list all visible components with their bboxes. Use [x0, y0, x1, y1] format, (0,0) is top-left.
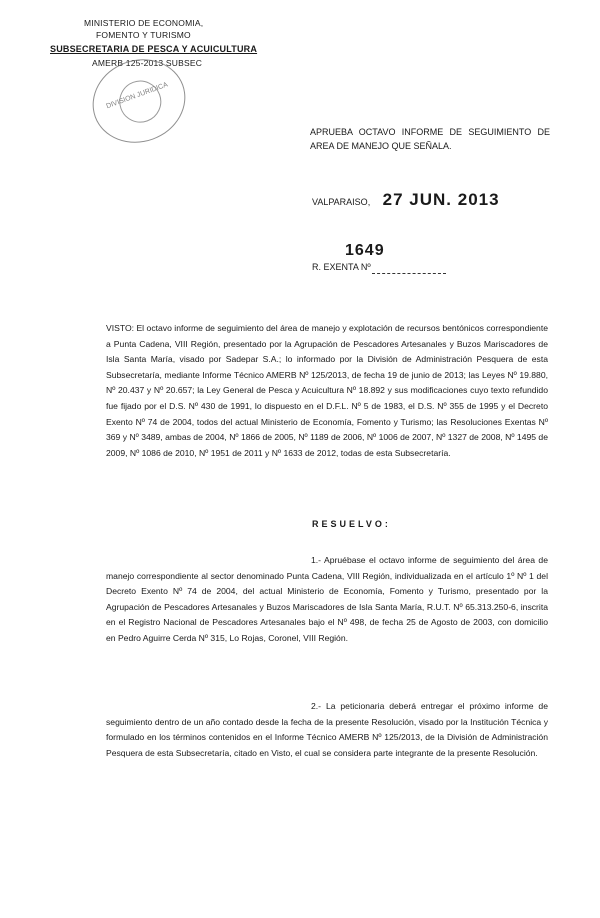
- stamp-text: DIVISION JURIDICA: [105, 81, 169, 111]
- article-1-text: Apruébase el octavo informe de seguimiento del área de manejo correspondiente al sector denominado Punta Cadena, VIII Región, individualizada en el artículo 1º Nº 1 del Decreto Exento Nº 74 de 2004, del actual Ministerio de Economía, Fomento y Turismo, presentado por la Agrupación de Pescadores Artesanales y Buzos Mariscadores de Isla Santa María, R.U.T. Nº 65.313.250-6, inscrita en el Registro Nacional de Pescadores Artesanales bajo el Nº 498, de fecha 25 de Agosto de 2003, con domicilio en Pedro Aguirre Cerda Nº 315, Lo Rojas, Coronel, VIII Región.: [106, 555, 548, 643]
- visto-paragraph: VISTO: El octavo informe de seguimiento del área de manejo y explotación de recursos bentónicos correspondiente a Punta Cadena, VIII Región, presentado por la Agrupación de Pescadores Artesanales y Buzos Mariscadores de Isla Santa María, visado por Sadepar S.A.; lo informado por la División de Administración Pesquera de esta Subsecretaría, mediante Informe Técnico AMERB Nº 125/2013, de fecha 19 de junio de 2013; las Leyes Nº 19.880, Nº 20.437 y Nº 20.657; la Ley General de Pesca y Acuicultura Nº 18.892 y sus modificaciones cuyo texto refundido fue fijado por el D.S. Nº 430 de 1991, lo dispuesto en el D.F.L. Nº 5 de 1983, el D.S. Nº 355 de 1995 y el Decreto Exento Nº 74 de 2004, todos del actual Ministerio de Economía, Fomento y Turismo; las Resoluciones Exentas Nº 369 y Nº 3489, ambas de 2004, Nº 1866 de 2005, Nº 1189 de 2006, Nº 1006 de 2007, Nº 1327 de 2008, Nº 1495 de 2009, Nº 1086 de 2010, Nº 1951 de 2011 y Nº 1633 de 2012, todas de esta Subsecretaría.: [106, 323, 548, 458]
- resuelvo-heading: RESUELVO:: [312, 519, 391, 529]
- article-2-number: 2.-: [311, 701, 322, 711]
- resolution-article-2: [106, 699, 548, 761]
- header-subsecretaria: SUBSECRETARIA DE PESCA Y ACUICULTURA: [50, 44, 258, 54]
- date-stamp: 27 JUN. 2013: [382, 190, 500, 209]
- resolution-subject: APRUEBA OCTAVO INFORME DE SEGUIMIENTO DE AREA DE MANEJO QUE SEÑALA.: [310, 127, 550, 151]
- header-ministry-line2: FOMENTO Y TURISMO: [96, 30, 191, 40]
- header-ministry: MINISTERIO DE ECONOMIA,: [84, 18, 204, 28]
- header-reference: AMERB 125-2013 SUBSEC: [92, 58, 203, 68]
- resolution-article-1: [106, 553, 548, 647]
- resolution-number: 1649: [345, 242, 385, 259]
- place-date: [312, 190, 500, 210]
- resolution-label: R. EXENTA Nº: [312, 262, 371, 272]
- resolution-underline: [372, 273, 446, 274]
- place: VALPARAISO,: [312, 197, 371, 207]
- article-2-text: La peticionaria deberá entregar el próximo informe de seguimiento dentro de un año contado desde la fecha de la presente Resolución, visado por la Institución Técnica y formulado en los términos contenidos en el Informe Técnico AMERB Nº 125/2013, de la División de Administración Pesquera de esta Subsecretaría, citado en Visto, el cual se considera parte integrante de la presente Resolución.: [106, 701, 548, 758]
- article-1-number: 1.-: [311, 555, 322, 565]
